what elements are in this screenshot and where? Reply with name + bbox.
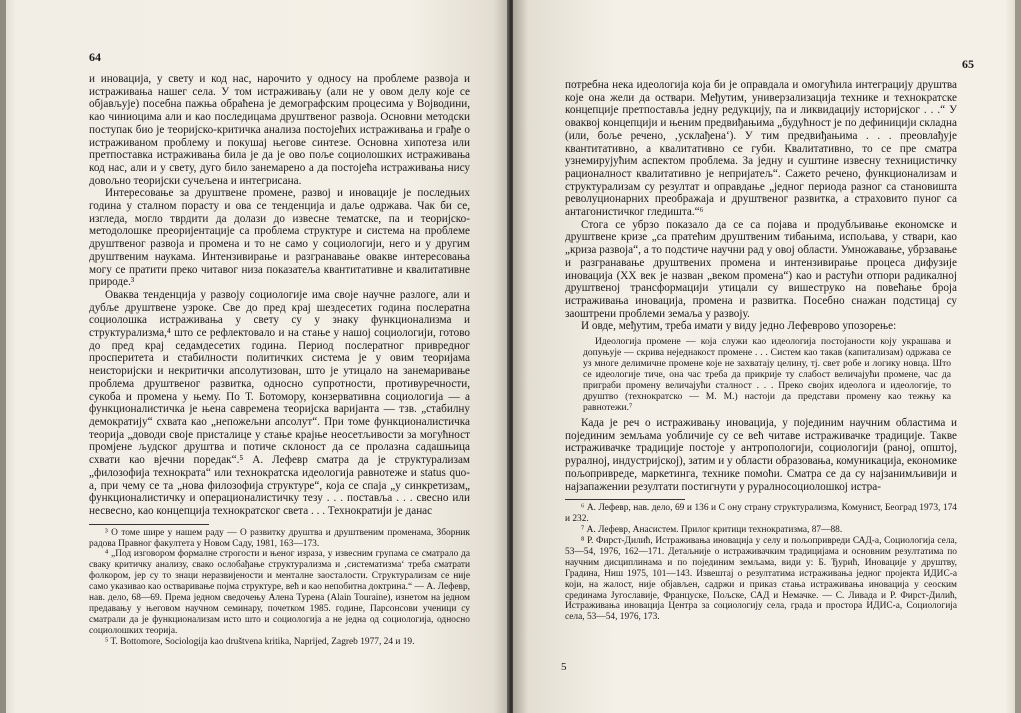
paragraph: И овде, међутим, треба имати у виду једно Лефеврово упозорење: [581, 320, 897, 333]
footnotes [89, 528, 470, 648]
right-page-edge [1015, 0, 1021, 713]
paragraph: Оваква тенденција у развоју социологије има своје научне разлоге, али и дубље друштвене узроке. Све до пред крај шездесетих година послератна социолошка истраживања у свету су у знаку функционализма и структурализма,⁴ што се рефлектовало и на стање у нашој социологији, готово до пред крај седамдесетих година. Период послератног привредног просперитета и стабилности политичких система је у овим теоријама неисторијски и некритички апсолутизован, што је утицало на занемаривање проблема друштвеног развитка, односно супротности, противуречности, сукоба и промена у њему. По Т. Ботомору, конзервативна социологија — а функционалистичка је њена савремена теоријска варијанта — тзв. „стабилну демократију“ схвата као „непожељни апсолут“. При томе функционалистичка теорија „доводи своје присталице у стање крајње неосетљивости за могућност промјене људског друштва и потиче склоност да се пролазна садашњица схвати као вјечни поредак“.⁵ А. Лефевр сматра да је структурализам „филозофија технократа“ или технократска идеологија равнотеже и status quo-а, при чему се та „нова филозофија структуре“, која се спаја „у синкретизам„ функционалистичку и операционалистичку тезу . . . постављa . . . свесно или несвесно, као концепција технократског света . . . Технократији је данас [89, 288, 470, 517]
footnote: ⁵ T. Bottomore, Sociologija kao društvena kritika, Naprijed, Zagreb 1977, 24 и 19. [105, 636, 415, 647]
right-page-body [565, 79, 957, 623]
footnote: ⁸ Р. Фирст-Дилић, Истраживања иновација у селу и пољопривреди САД-а, Социологија села, 53—54, 1976, 162—171. Детаљније о истраживачким традицијама и основним резултатима по научним дисциплинама и по појединим земљама, види у: Б. Ђурић, Иновације у друштву, Градина, Ниш 1975, 101—143. Извештај о резултатима истраживања једног пројекта ИДИС-а који, на жалост, није објављен, садржи и приказ стања истраживања иновација у сеоским срединама Југославије, Француске, Пољске, САД и Немачке. — С. Ливада и Р. Фирст-Дилић, Истраживања иновација Центра за социологију села, града и простора ИДИС-а, Социологија села, 53—54, 1976, 173. [565, 536, 957, 623]
right-page-number: 65 [962, 57, 974, 71]
paragraph: Интересовање за друштвене промене, развој и иновације је последњих година у сталном порасту и ова се тенденција и даље одржава. Чак би се, изгледа, могло тврдити да долази до извесне тематске, па и теоријско-методолошке преоријентације са проблема структуре и система на проблеме друштвеног развоја и промена и то не само у социологији, него и у другим друштвеним наукама. Интензивирање и разгранавање овакве интересовања могу се пратити преко читавог низа показатеља квантитативне и квалитативне природе.³ [89, 187, 470, 289]
paragraph: Стога се убрзо показало да се са појава и продубљивање економске и друштвене кризе „са пратећим друштвеним тибањима, испољава, у ствари, као „криза развоја“, а то подстиче научни рад у овој области. Умножавање, убрзавање и разгранавање друштвених промена и интензивирање процеса дифузије иновација (XX век је назван „веком промена“) као и растући отпори радикалној друштвеној трансформацији утицали су вишеструко на повећање броја истраживања иновација, промена и развитка. Посебно снажан подстицај су заоштрени проблеми земаља у развоју. [565, 218, 957, 320]
footnote: ⁷ А. Лефевр, Анасистем. Прилог критици технократизма, 87—88. [581, 525, 843, 536]
right-page [513, 0, 1021, 713]
paragraph: Када је реч о истраживању иновација, у појединим научним областима и појединим земљама уобличије су се већ читаве истраживачке традиције. Такве истраживачке традиције постоје у антропологији, социологији (раној, општој, руралној, индустријској), затим и у области образовања, комуникација, економике пољопривреде, маркетинга, технике помоћи. Сматра се да су најзанимљивији и најзапажении резултати постигнути у руралносоциолошкој истра- [565, 417, 957, 493]
footnote: ³ О томе шире у нашем раду — О развитку друштва и друштвеним променама, Зборник радова Правног факултета у Новом Саду, 1981, 163—173. [89, 527, 470, 549]
footnotes [565, 503, 957, 623]
paragraph: потребна нека идеологија која би је оправдала и омогућила интеграцију друштва које она жели да оствари. Међутим, универзализација технике и технократске концепције претпоставља једну редукцију, па и ликвидацију историјског . . .“ У оваквој концепцији и њеним предвиђањима „будућност је по дефиницији складна (или, боље речено, ‚усклађена‘). У тим предвиђањима . . . преовлађује квантитативно, а квалитативно се губи. Квалитативно, то се пре сматра узнемирујућим аспектом проблема. За једну и суштине извесну техницистичку рационалност квалитативно је непријатељ“. Сажето речено, функционализам и структурализам су резултат и оправдање „једног периода разног са становишта револуционарних преображаја и друштвеног развитка, а страховито пуног са антагонистичког гледишта.“⁶ [565, 79, 957, 219]
footnote-rule [565, 499, 685, 500]
left-page [0, 0, 509, 713]
footnote-rule [89, 524, 209, 525]
left-page-body [89, 73, 470, 648]
signature-number: 5 [561, 661, 567, 673]
footnote: ⁴ „Под изговором формалне строгости и њеног израза, у извесним групама се сматрало да сваку критичку анализу, свако ослобађање структурализма и ‚систематизма‘ треба сматрати фолкором, јер су то знаци неразвијености и менталне заосталости. Структурализам се није само указивао као остваривање појма структуре, већ и као непобитна доктрина.“ — А. Лефевр, нав. дело, 68—69. Према једном сведочењу Алена Турена (Alain Touraine), изнетом на једном предавању у његовом научном семинару, почетком 1985. године, Парсонсови ученици су сматрали да је функционализам исто што и социологија а не једна од социологија, односно социолошких теорија. [89, 549, 470, 636]
left-page-number: 64 [89, 50, 101, 64]
left-page-edge [0, 0, 6, 713]
paragraph: и иновација, у свету и код нас, нарочито у односу на проблеме развоја и истраживања нашег села. У том истраживању (али не у овом делу које се објављује) посебна пажња обраћена је демографским процесима у Војводини, као чиниоцима али и као последицама друштвеног развоја. Основни методски поступак био је теоријско-критичка анализа постојећих истраживања и грађе о истраживаном проблему и покушај његове синтезе. Основна хипотеза или претпоставка истраживања била је да је ово поље социолошких истраживања код нас, али и у свету, дуго било занемарено а да постојећа истраживања нису довољно теоријски сучељена и интегрисана. [89, 73, 470, 187]
footnote: ⁶ А. Лефевр, нав. дело, 69 и 136 и С ону страну структурализма, Комунист, Београд 1973, 174 и 232. [565, 503, 957, 525]
block-quote: Идеологија промене — која служи као идеологија постојаности коју украшава и допуњује — скрива неједнакост промене . . . Систем као такав (капитализам) одржава се уз многе делимичне промене које не захватају целину, тј. свет робе и логику новца. Што се идеологије тиче, она час треба да прикрије ту слабост величајући промене, час да приграби промену величајући сталност . . . Преко својих идеолога и идеологије, то друштво (технократско — М. М.) настоји да представи промену као тежњу ка равнотежи.⁷ [583, 336, 951, 414]
